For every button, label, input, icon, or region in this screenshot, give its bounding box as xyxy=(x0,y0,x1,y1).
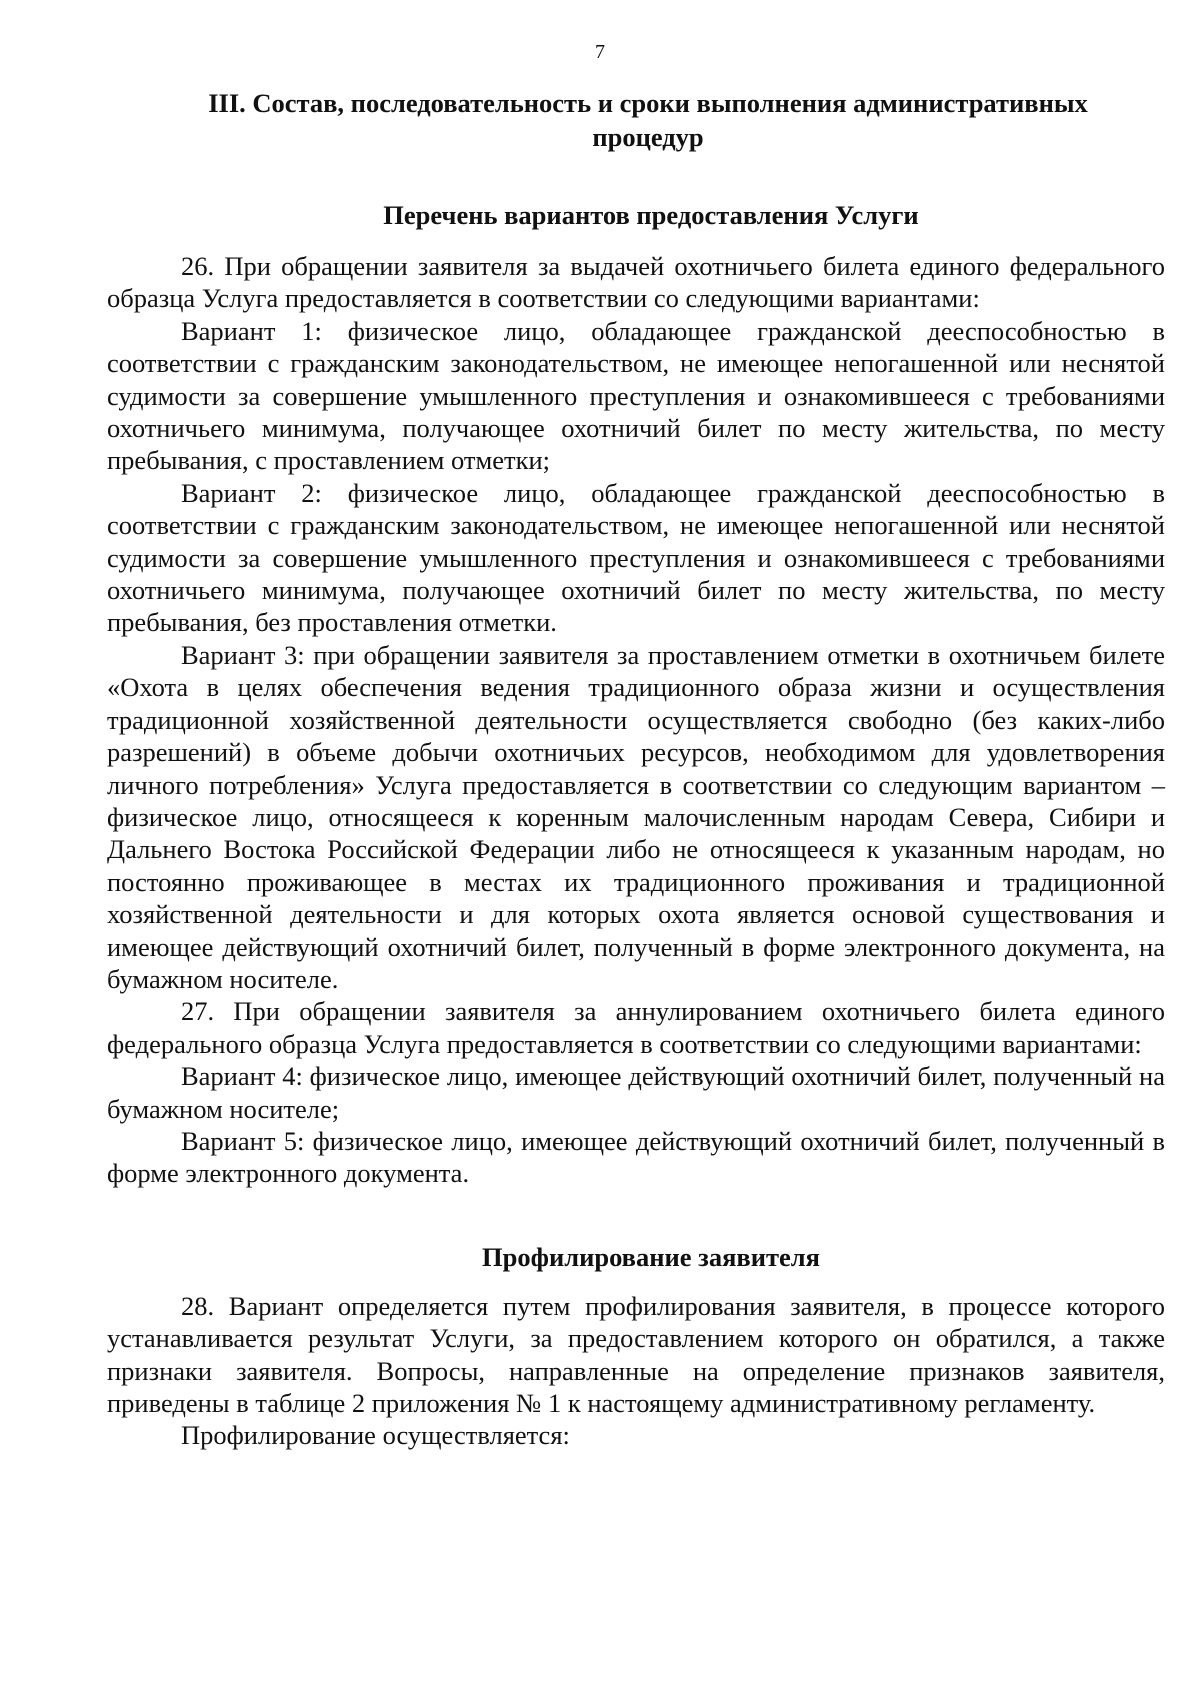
paragraph-26: 26. При обращении заявителя за выдачей охотничьего билета единого федерального образца Услуга предоставляется в соответствии со следующими вариантами: xyxy=(107,251,1165,314)
paragraph-variant-2: Вариант 2: физическое лицо, обладающее гражданской дееспособностью в соответствии с гражданским законодательством, не имеющее непогашенной или неснятой судимости за совершение умышленного преступления и ознакомившееся с требованиями охотничьего минимума, получающее охотничий билет по месту жительства, по месту пребывания, без проставления отметки. xyxy=(107,477,1165,638)
section-heading: III. Состав, последовательность и сроки выполнения административных процедур xyxy=(208,88,1088,152)
paragraph-variant-4: Вариант 4: физическое лицо, имеющее действующий охотничий билет, полученный на бумажном носителе; xyxy=(107,1061,1165,1124)
paragraph-variant-5: Вариант 5: физическое лицо, имеющее действующий охотничий билет, полученный в форме электронного документа. xyxy=(107,1125,1165,1189)
paragraph-27: 27. При обращении заявителя за аннулированием охотничьего билета единого федерального образца Услуга предоставляется в соответствии со следующими вариантами: xyxy=(107,996,1165,1059)
paragraph-variant-3: Вариант 3: при обращении заявителя за проставлением отметки в охотничьем билете «Охота в целях обеспечения ведения традиционного образа жизни и осуществления традиционной хозяйственной деятельности осуществляется свободно (без каких-либо разрешений) в объеме добычи охотничьих ресурсов, необходимом для удовлетворения личного потребления» Услуга предоставляется в соответствии со следующим вариантом – физическое лицо, относящееся к коренным малочисленным народам Севера, Сибири и Дальнего Востока Российской Федерации либо не относящееся к указанным народам, но постоянно проживающее в местах их традиционного проживания и традиционной хозяйственной деятельности и для которых охота является основой существования и имеющее действующий охотничий билет, полученный в форме электронного документа, на бумажном носителе. xyxy=(107,639,1165,994)
paragraph-profiling-intro: Профилирование осуществляется: xyxy=(181,1420,570,1451)
profiling-heading: Профилирование заявителя xyxy=(482,1241,820,1272)
document-body xyxy=(107,86,1165,1452)
page-number: 7 xyxy=(595,41,605,63)
paragraph-variant-1: Вариант 1: физическое лицо, обладающее гражданской дееспособностью в соответствии с гражданским законодательством, не имеющее непогашенной или неснятой судимости за совершение умышленного преступления и ознакомившееся с требованиями охотничьего минимума, получающее охотничий билет по месту жительства, по месту пребывания, с проставлением отметки; xyxy=(107,315,1165,476)
variants-heading: Перечень вариантов предоставления Услуги xyxy=(383,200,919,230)
paragraph-28: 28. Вариант определяется путем профилирования заявителя, в процессе которого устанавливается результат Услуги, за предоставлением которого он обратился, а также признаки заявителя. Вопросы, направленные на определение признаков заявителя, приведены в таблице 2 приложения № 1 к настоящему административному регламенту. xyxy=(107,1290,1165,1418)
